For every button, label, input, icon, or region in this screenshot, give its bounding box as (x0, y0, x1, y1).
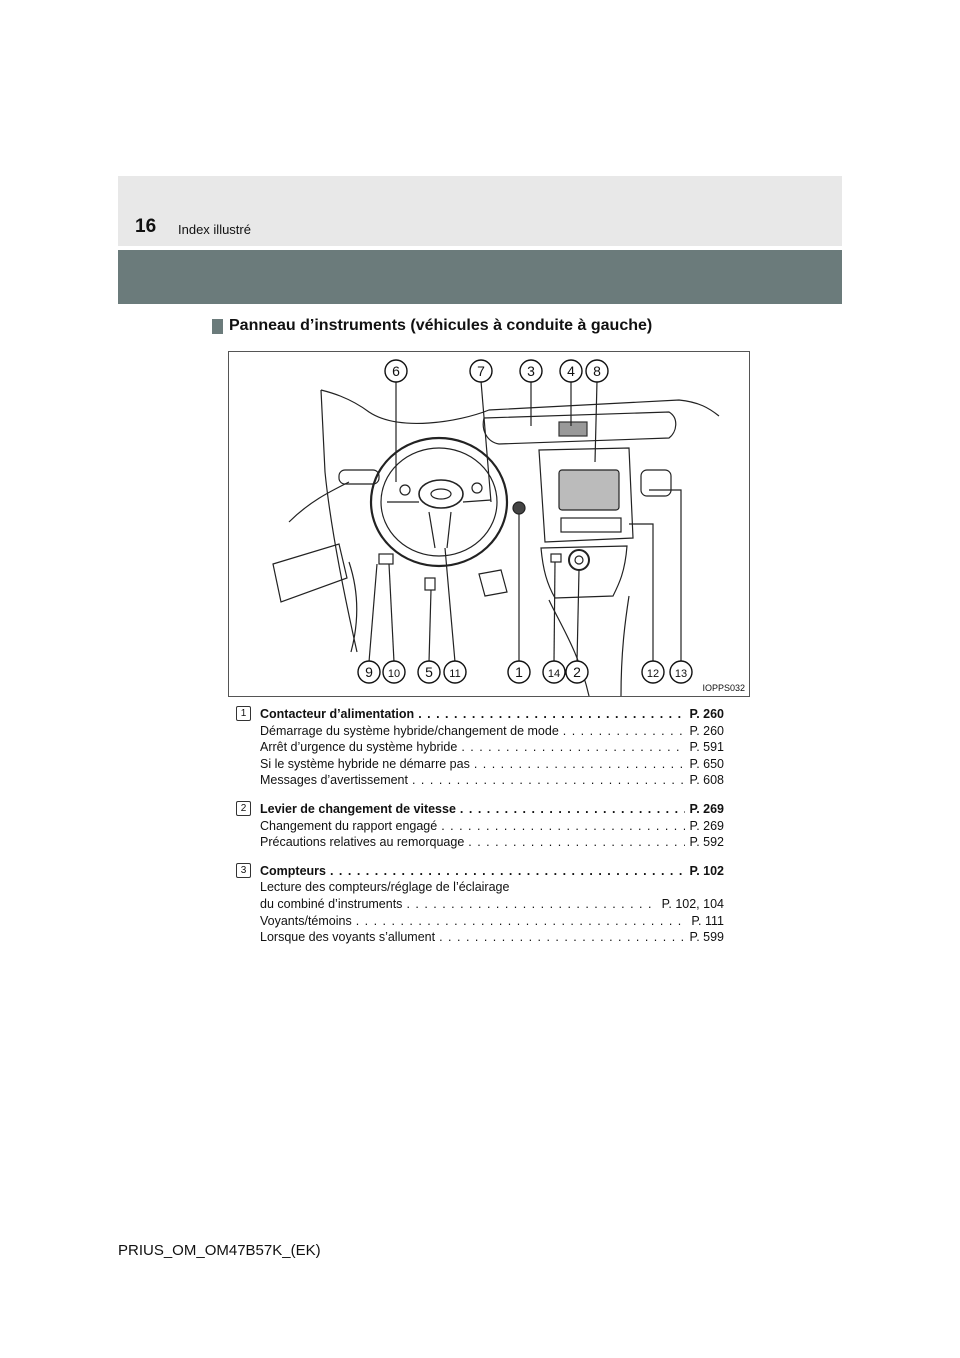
page-reference: P. 269 (689, 818, 724, 833)
page-reference: P. 592 (689, 835, 724, 850)
leader-dots (356, 913, 688, 930)
callout-number: 8 (593, 363, 601, 379)
callout-number: 2 (573, 664, 581, 680)
right-switch-pad (472, 483, 482, 493)
power-switch (513, 502, 525, 514)
entry-text: Précautions relatives au remorquage (260, 835, 465, 850)
section-title (212, 317, 652, 335)
entry-text: Arrêt d’urgence du système hybride (260, 740, 458, 755)
callout-number: 6 (392, 363, 400, 379)
leader-dots (330, 863, 685, 880)
leader-dots (468, 834, 685, 851)
callout-line-2 (577, 570, 579, 662)
accelerator-pedal (479, 570, 507, 596)
callout-number: 4 (567, 363, 575, 379)
entry-sub-line (260, 818, 724, 835)
callout-number: 7 (477, 363, 485, 379)
right-vent (641, 470, 671, 496)
hood-release (425, 578, 435, 590)
entry-sub-line (260, 929, 724, 946)
shift-lever-knob (569, 550, 589, 570)
page-reference: P. 650 (689, 756, 724, 771)
a-pillar-line (321, 390, 357, 652)
left-switch-pad (400, 485, 410, 495)
page-reference: P. 599 (689, 930, 724, 945)
climate-panel (561, 518, 621, 532)
index-entry (236, 801, 724, 851)
callout-line-7 (481, 381, 491, 502)
lower-switch (379, 554, 393, 564)
callout-line-9 (369, 564, 377, 662)
lower-panel-line (349, 562, 357, 652)
entry-sub-line (260, 739, 724, 756)
callout-number: 14 (547, 668, 561, 680)
page-reference: P. 608 (689, 773, 724, 788)
entry-sub-line (260, 723, 724, 740)
entry-text: Lorsque des voyants s’allument (260, 930, 436, 945)
entry-sub-line (260, 772, 724, 789)
section-square-icon (212, 319, 223, 334)
entry-text: Changement du rapport engagé (260, 818, 438, 833)
shift-lever-center (575, 556, 583, 564)
entry-text: Compteurs (260, 863, 326, 878)
leader-dots (439, 929, 685, 946)
entry-text: Levier de changement de vitesse (260, 801, 456, 816)
callout-number: 12 (646, 668, 660, 680)
page-reference: P. 111 (691, 913, 724, 928)
page-reference: P. 269 (689, 801, 724, 816)
left-vent (339, 470, 379, 484)
figure-code: IOPPS032 (702, 683, 745, 693)
steering-hub (419, 480, 463, 508)
dashboard-drawing (229, 352, 749, 696)
page-reference: P. 102 (689, 863, 724, 878)
entry-main-line (260, 863, 724, 880)
dash-top-line (321, 390, 719, 423)
entry-sub-line (260, 913, 724, 930)
callout-line-10 (389, 564, 394, 662)
callout-line-8 (595, 381, 597, 462)
leader-dots (474, 756, 686, 773)
index-entries (236, 706, 724, 958)
entry-sub-line (260, 896, 724, 913)
callouts-top (385, 360, 608, 382)
dashboard-illustration (228, 351, 750, 697)
entry-sub-line (260, 834, 724, 851)
index-entry (236, 863, 724, 946)
window-switch-panel (273, 544, 347, 602)
leader-dots (563, 723, 686, 740)
page-reference: P. 591 (689, 740, 724, 755)
leader-dots (412, 772, 685, 789)
callout-number: 3 (527, 363, 535, 379)
index-entry (236, 706, 724, 789)
callout-line-12 (629, 524, 653, 662)
entry-text: Messages d’avertissement (260, 773, 408, 788)
section-title-text: Panneau d’instruments (véhicules à conduite à gauche) (229, 317, 653, 334)
meter-display (559, 422, 587, 436)
entry-main-line (260, 801, 724, 818)
callouts-bottom (358, 661, 692, 683)
entry-text: Si le système hybride ne démarre pas (260, 756, 470, 771)
leader-dots (460, 801, 686, 818)
steering-logo (431, 489, 451, 499)
callout-number: 10 (387, 668, 401, 680)
callout-line-13 (649, 490, 681, 662)
power-mode-switch (551, 554, 561, 562)
callout-line-14 (554, 562, 555, 662)
leader-dots (406, 896, 657, 913)
entry-text: Contacteur d’alimentation (260, 707, 415, 721)
leader-dots (441, 818, 685, 835)
entry-text: du combiné d’instruments (260, 896, 403, 911)
page-reference: P. 102, 104 (661, 896, 724, 911)
entry-sub-line (260, 879, 724, 896)
entry-number-badge: 3 (236, 863, 251, 878)
header-dark-band (118, 250, 842, 304)
callout-number: 11 (449, 668, 461, 680)
entry-text: Démarrage du système hybride/changement de mode (260, 723, 559, 738)
leader-dots (418, 706, 685, 723)
callout-number: 1 (515, 664, 523, 680)
document-footer: PRIUS_OM_OM47B57K_(EK) (118, 1242, 321, 1259)
page-reference: P. 260 (689, 723, 724, 738)
entry-number-badge: 2 (236, 801, 251, 816)
entry-text: Voyants/témoins (260, 913, 352, 928)
center-screen (559, 470, 619, 510)
callout-number: 9 (365, 664, 373, 680)
entry-main-line (260, 706, 724, 723)
door-line (289, 482, 349, 522)
leader-dots (461, 739, 685, 756)
chapter-title: Index illustré (178, 222, 251, 237)
entry-text: Lecture des compteurs/réglage de l’éclairage (260, 880, 510, 895)
entry-sub-line (260, 756, 724, 773)
entry-number-badge: 1 (236, 706, 251, 721)
page-number: 16 (135, 216, 157, 237)
callout-number: 5 (425, 664, 433, 680)
callout-number: 13 (674, 668, 688, 680)
page-reference: P. 260 (689, 707, 724, 721)
callout-line-5 (429, 590, 431, 662)
